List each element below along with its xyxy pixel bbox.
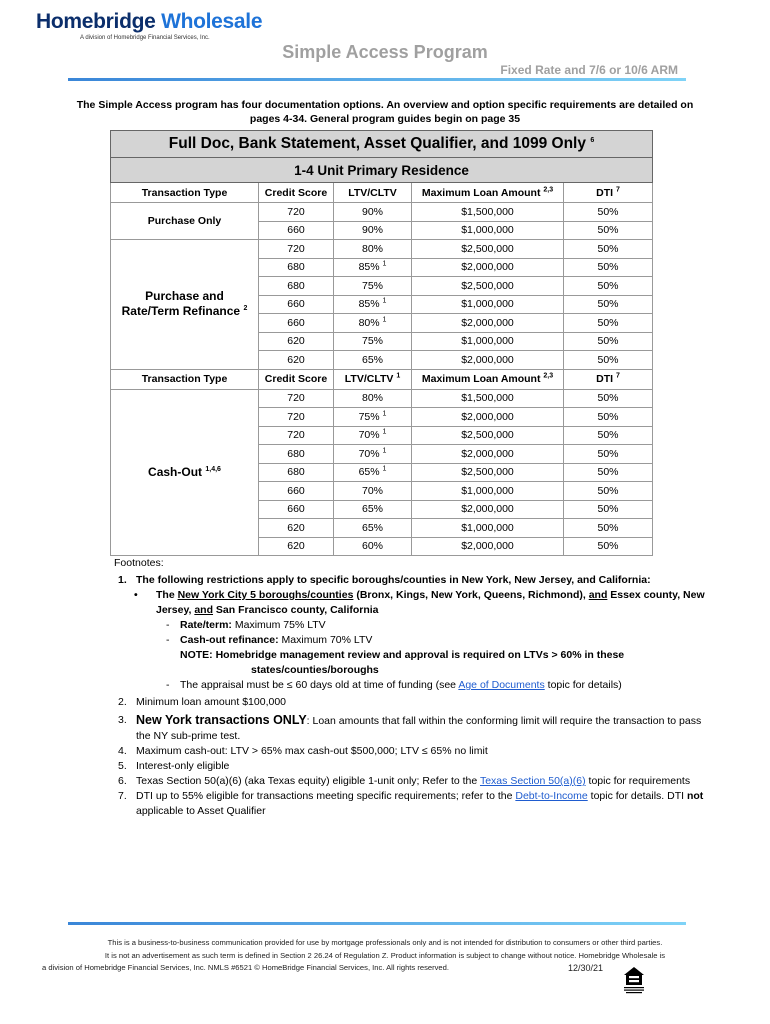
cell-ltv: 90% xyxy=(334,221,412,240)
cell-credit-score: 660 xyxy=(259,295,334,314)
footnote-7: 7. DTI up to 55% eligible for transactions meeting specific requirements; refer to the Debt-to-Income topic for details. DTI not applicable to Asset Qualifier xyxy=(118,790,704,817)
cell-max-loan: $2,000,000 xyxy=(412,408,564,427)
footer-date: 12/30/21 xyxy=(568,963,604,974)
cell-max-loan: $1,000,000 xyxy=(412,295,564,314)
cell-ltv: 70% xyxy=(334,482,412,501)
cell-ltv: 65% xyxy=(334,351,412,370)
col-header-dti: DTI $^7$ xyxy=(564,369,653,389)
cell-dti: 50% xyxy=(564,426,653,445)
footnote-1-bullet: • The New York City 5 boroughs/counties (Bronx, Kings, New York, Queens, Richmond), and Essex county, New Jersey, and San Francisco county, California xyxy=(134,589,705,616)
cell-credit-score: 680 xyxy=(259,445,334,464)
age-of-documents-link[interactable]: Age of Documents xyxy=(458,679,545,691)
debt-to-income-link[interactable]: Debt-to-Income xyxy=(515,790,588,802)
page-subtitle: Fixed Rate and 7/6 or 10/6 ARM xyxy=(500,63,678,77)
cell-max-loan: $2,500,000 xyxy=(412,426,564,445)
cell-max-loan: $2,000,000 xyxy=(412,314,564,333)
cell-credit-score: 660 xyxy=(259,500,334,519)
cell-ltv: 75% $^1$ xyxy=(334,408,412,427)
footnote-5: 5. Interest-only eligible xyxy=(118,760,230,772)
cell-max-loan: $2,000,000 xyxy=(412,500,564,519)
cell-credit-score: 660 xyxy=(259,314,334,333)
cell-dti: 50% xyxy=(564,295,653,314)
footer-divider xyxy=(68,922,686,925)
cell-ltv: 80% xyxy=(334,389,412,408)
txn-purchase-only: Purchase Only xyxy=(111,203,259,240)
cell-ltv: 75% xyxy=(334,277,412,296)
footnote-1: 1. The following restrictions apply to specific boroughs/counties in New York, New Jersey, and California: xyxy=(118,574,651,586)
cell-ltv: 70% $^1$ xyxy=(334,426,412,445)
col-header-ltv: LTV/CLTV $^1$ xyxy=(334,369,412,389)
cell-dti: 50% xyxy=(564,500,653,519)
cell-credit-score: 720 xyxy=(259,240,334,259)
cell-max-loan: $2,500,000 xyxy=(412,463,564,482)
table-row xyxy=(111,389,653,408)
cell-dti: 50% xyxy=(564,519,653,538)
table-sub-title: 1-4 Unit Primary Residence xyxy=(111,158,653,183)
footnote-4: 4. Maximum cash-out: LTV > 65% max cash-out $500,000; LTV ≤ 65% no limit xyxy=(118,745,488,757)
cell-ltv: 60% xyxy=(334,537,412,556)
cell-dti: 50% xyxy=(564,240,653,259)
cell-credit-score: 620 xyxy=(259,351,334,370)
logo xyxy=(36,10,262,41)
cell-ltv: 80% xyxy=(334,240,412,259)
footnote-6: 6. Texas Section 50(a)(6) (aka Texas equity) eligible 1-unit only; Refer to the Texas Section 50(a)(6) topic for requirements xyxy=(118,775,691,787)
col-header-transaction: Transaction Type xyxy=(111,369,259,389)
col-header-loan: Maximum Loan Amount $^{2,3}$ xyxy=(412,369,564,389)
footer-line-2: It is not an advertisement as such term is defined in Section 2 26.24 of Regulation Z. Product information is subject to change without notice. Homebridge Wholesale is xyxy=(104,950,666,960)
cell-dti: 50% xyxy=(564,332,653,351)
cell-dti: 50% xyxy=(564,277,653,296)
cell-max-loan: $2,000,000 xyxy=(412,351,564,370)
footer-line-3: a division of Homebridge Financial Services, Inc. NMLS #6521 © HomeBridge Financial Services, Inc. All rights reserved. 12/30/21 xyxy=(42,963,604,974)
cell-credit-score: 680 xyxy=(259,277,334,296)
cell-credit-score: 620 xyxy=(259,332,334,351)
logo-wordmark xyxy=(36,10,262,34)
nyc-boroughs-text: New York City 5 boroughs/counties xyxy=(177,589,354,601)
cell-ltv: 65% xyxy=(334,519,412,538)
cell-ltv: 90% xyxy=(334,203,412,222)
col-header-transaction: Transaction Type xyxy=(111,183,259,203)
cell-max-loan: $2,500,000 xyxy=(412,277,564,296)
cell-ltv: 80% $^1$ xyxy=(334,314,412,333)
col-header-credit: Credit Score xyxy=(259,369,334,389)
intro-text: The Simple Access program has four documentation options. An overview and option specific requirements are detailed on pages 4-34. General program guides begin on page 35 xyxy=(76,99,694,125)
cell-dti: 50% xyxy=(564,537,653,556)
col-header-ltv: LTV/CLTV xyxy=(334,183,412,203)
cell-dti: 50% xyxy=(564,445,653,464)
equal-housing-opportunity-icon xyxy=(623,966,645,994)
cell-max-loan: $2,500,000 xyxy=(412,240,564,259)
cell-max-loan: $1,000,000 xyxy=(412,482,564,501)
page-title: Simple Access Program xyxy=(282,42,488,62)
cell-credit-score: 660 xyxy=(259,482,334,501)
cell-max-loan: $2,000,000 xyxy=(412,537,564,556)
cell-dti: 50% xyxy=(564,203,653,222)
cell-credit-score: 720 xyxy=(259,389,334,408)
table-row xyxy=(111,240,653,259)
col-header-dti: DTI $^7$ xyxy=(564,183,653,203)
footnote-1-cash-out: - Cash-out refinance: Maximum 70% LTV xyxy=(166,634,373,646)
cell-max-loan: $2,000,000 xyxy=(412,445,564,464)
cell-max-loan: $1,000,000 xyxy=(412,332,564,351)
txn-purchase-rate-term: Purchase and Rate/Term Refinance $^2$ xyxy=(111,240,259,370)
footer-line-1: This is a business-to-business communication provided for use by mortgage professionals only and is not intended for distribution to consumers or other third parties. xyxy=(107,938,663,947)
footnote-1-note: NOTE: Homebridge management review and approval is required on LTVs > 60% in these xyxy=(180,649,625,661)
cell-dti: 50% xyxy=(564,389,653,408)
cell-dti: 50% xyxy=(564,258,653,277)
header-divider xyxy=(68,78,686,81)
cell-credit-score: 720 xyxy=(259,203,334,222)
footnote-1-appraisal: - The appraisal must be ≤ 60 days old at time of funding (see Age of Documents topic for details) xyxy=(166,679,622,691)
logo-brand-homebridge: Homebridge xyxy=(36,10,156,33)
cell-max-loan: $1,500,000 xyxy=(412,389,564,408)
cell-max-loan: $1,500,000 xyxy=(412,203,564,222)
cell-dti: 50% xyxy=(564,463,653,482)
table-header-row-2 xyxy=(111,369,653,389)
footnote-1-rate-term: - Rate/term: Maximum 75% LTV xyxy=(166,619,326,631)
footnotes-title: Footnotes: xyxy=(114,557,164,569)
cell-ltv: 70% $^1$ xyxy=(334,445,412,464)
cell-dti: 50% xyxy=(564,314,653,333)
cell-dti: 50% xyxy=(564,221,653,240)
cell-credit-score: 720 xyxy=(259,408,334,427)
col-header-loan: Maximum Loan Amount $^{2,3}$ xyxy=(412,183,564,203)
table-section-title: Full Doc, Bank Statement, Asset Qualifier, and 1099 Only $^6$ xyxy=(111,131,653,158)
eligibility-table xyxy=(110,130,653,556)
cell-ltv: 85% $^1$ xyxy=(334,295,412,314)
footnote-2: 2. Minimum loan amount $100,000 xyxy=(118,696,287,708)
logo-tagline: A division of Homebridge Financial Services, Inc. xyxy=(80,35,210,41)
cell-ltv: 75% xyxy=(334,332,412,351)
cell-credit-score: 680 xyxy=(259,463,334,482)
cell-credit-score: 680 xyxy=(259,258,334,277)
table-header-row xyxy=(111,183,653,203)
cell-ltv: 85% $^1$ xyxy=(334,258,412,277)
col-header-credit: Credit Score xyxy=(259,183,334,203)
cell-dti: 50% xyxy=(564,408,653,427)
footnote-3: 3. New York transactions ONLY: Loan amounts that fall within the conforming limit will require the transaction to pass the NY sub-prime test. xyxy=(118,713,702,742)
cell-max-loan: $1,000,000 xyxy=(412,519,564,538)
cell-ltv: 65% $^1$ xyxy=(334,463,412,482)
cell-max-loan: $2,000,000 xyxy=(412,258,564,277)
cell-max-loan: $1,000,000 xyxy=(412,221,564,240)
table-row xyxy=(111,203,653,222)
txn-cash-out: Cash-Out $^{1,4,6}$ xyxy=(111,389,259,556)
texas-section-link[interactable]: Texas Section 50(a)(6) xyxy=(479,775,586,787)
footnote-1-note-cont: states/counties/boroughs xyxy=(251,664,379,676)
cell-dti: 50% xyxy=(564,351,653,370)
footnotes xyxy=(114,556,708,819)
cell-credit-score: 720 xyxy=(259,426,334,445)
logo-brand-wholesale: Wholesale xyxy=(161,10,263,33)
cell-credit-score: 620 xyxy=(259,537,334,556)
cell-credit-score: 620 xyxy=(259,519,334,538)
cell-ltv: 65% xyxy=(334,500,412,519)
cell-credit-score: 660 xyxy=(259,221,334,240)
cell-dti: 50% xyxy=(564,482,653,501)
